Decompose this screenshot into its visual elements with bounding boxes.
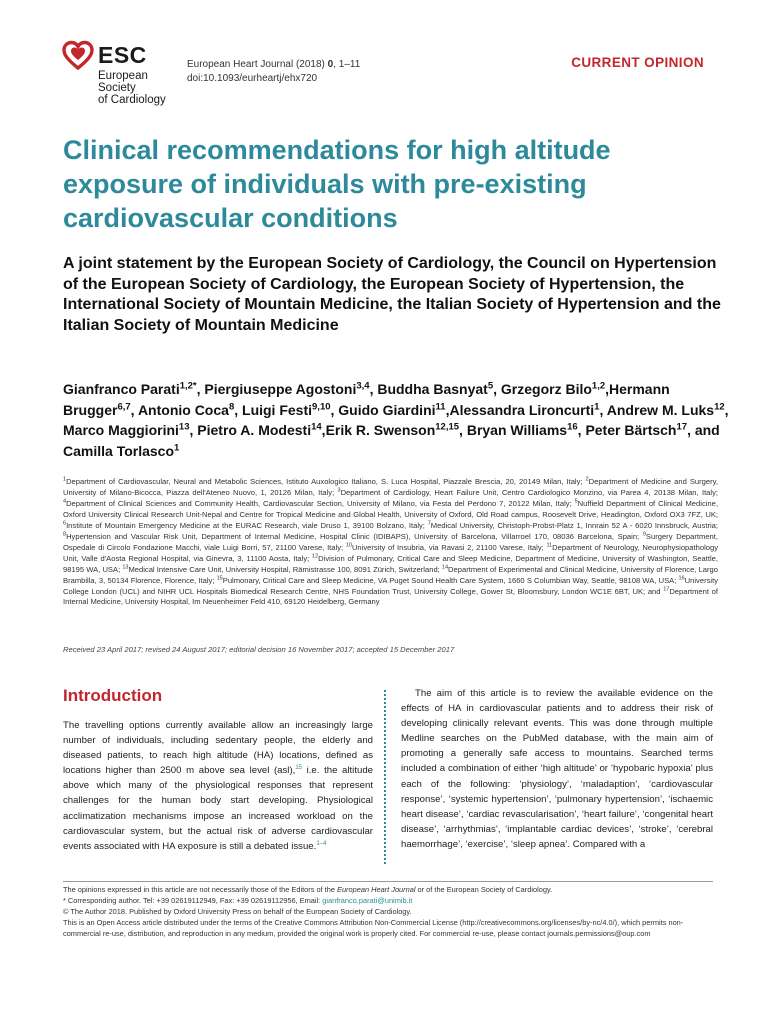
affiliation-number: 16 bbox=[678, 575, 685, 582]
intro-column-left: The travelling options currently available allow an increasingly large number of individuals, including sedentary people, the elderly and diseased patients, to reach high altitude (HA) locations, defined as locations higher than 2500 m above sea level (asl),$^{15}$ i.e. the altitude above which many of the physiological responses that represent challenges for the human body start developing. Physiological acclimatization mechanisms impose an increased workload on the cardiovascular system, but the actual risk of adverse cardiovascular events associated with HA exposure is still a debated issue.$^{1-4}$ bbox=[63, 720, 373, 852]
affiliation-number: 15 bbox=[216, 575, 223, 582]
article-title: Clinical recommendations for high altitude exposure of individuals with pre-existing cardiovascular conditions bbox=[63, 135, 611, 233]
affiliation-text: Medical University, Christoph-Probst-Platz 1, Innrain 52 A - 6020 Innsbruck, Austria; bbox=[430, 520, 718, 530]
affiliation-number: 3 bbox=[337, 487, 341, 494]
affiliation-text: Department of Experimental and Clinical Medicine, University of Florence, Largo Brambilla, 3, 50134 Florence, Florence, Italy; bbox=[63, 564, 718, 585]
author-name: Marco Maggiorini bbox=[63, 422, 179, 438]
affiliations bbox=[63, 477, 718, 608]
email-link[interactable]: gianfranco.parati@unimib.it bbox=[322, 896, 413, 905]
author-affiliation-ref: 5 bbox=[487, 380, 494, 392]
author-name: Grzegorz Bilo bbox=[500, 381, 592, 397]
affiliation-number: 5 bbox=[574, 498, 578, 505]
affiliation-text: University College London (UCL) and NIHR UCL Hospitals Biomedical Research Centre, NHS Foundation Trust, University College, Gower St, Bloomsbury, London WC1E 6BT, UK; and bbox=[63, 575, 718, 596]
affiliation-text: Department of Cardiology, Heart Failure Unit, Centro Cardiologico Monzino, via Parea 4, 20138 Milan, Italy; bbox=[340, 487, 718, 497]
affiliation-text: Surgery Department, Ospedale di Circolo Fondazione Macchi, viale Luigi Borri, 57, 21100 Varese, Italy; bbox=[63, 531, 718, 552]
affiliation-number: 8 bbox=[63, 531, 67, 538]
logo-society: European Society of Cardiology bbox=[98, 70, 166, 106]
author-name: Piergiuseppe Agostoni bbox=[204, 381, 357, 397]
author-affiliation-ref: 8 bbox=[228, 400, 235, 412]
author-affiliation-ref: 12,15 bbox=[435, 421, 460, 433]
author-affiliation-ref: 1 bbox=[174, 441, 180, 453]
author-name: Bryan Williams bbox=[466, 422, 568, 438]
affiliation-text: Department of Clinical Sciences and Community Health, Cardiovascular Section, University of Milano, via Festa del Perdono 7, 20122 Milan, Italy; bbox=[66, 498, 575, 508]
affiliation-number: 14 bbox=[441, 564, 449, 571]
affiliation-text: Department of Cardiovascular, Neural and Metabolic Sciences, Istituto Auxologico Italiano, S. Luca Hospital, Piazzale Brescia, 20, 20149 Milan, Italy; bbox=[66, 477, 586, 486]
reference-link[interactable]: 15 bbox=[295, 765, 302, 772]
author-name: Andrew M. Luks bbox=[606, 401, 715, 418]
author-name: Luigi Festi bbox=[242, 401, 313, 418]
copyright: © The Author 2018. Published by Oxford University Press on behalf of the European Society of Cardiology. bbox=[63, 907, 412, 916]
logo-name: ESC bbox=[98, 42, 147, 68]
author-affiliation-ref: 13 bbox=[178, 421, 190, 433]
author-name: Erik R. Swenson bbox=[325, 422, 436, 438]
affiliation-text: Department of Neurology, Neurophysiopathology Unit, Valle d'Aosta Regional Hospital, via Ginevra, 3, 11100 Aosta, Italy; bbox=[63, 542, 718, 563]
footnotes bbox=[63, 881, 713, 939]
author-name: Pietro A. Modesti bbox=[197, 422, 312, 438]
disclaimer: The opinions expressed in this article are not necessarily those of the Editors of the European Heart Journal or of the European Society of Cardiology. bbox=[63, 885, 553, 894]
author-affiliation-ref: 3,4 bbox=[356, 380, 370, 392]
license: This is an Open Access article distributed under the terms of the Creative Commons Attribution Non-Commercial License (http://creativecommons.org/licenses/by-nc/4.0/), which permits non-commercial re-use, distribution, and reproduction in any medium, provided the original work is properly cited. For commercial re-use, please contact journals.permissions@oup.com bbox=[63, 918, 684, 938]
affiliation-text: Nuffield Department of Clinical Medicine, Oxford University Clinical Research Unit-Nepal and Centre for Tropical Medicine and Global Health, University of Oxford, Old Road campus, Roosevelt Drive, Headington, Oxford OX3 7FZ, UK; bbox=[63, 498, 718, 519]
affiliation-number: 6 bbox=[63, 520, 67, 527]
doi[interactable]: doi:10.1093/eurheartj/ehx720 bbox=[187, 72, 318, 84]
affiliation-text: Division of Pulmonary, Critical Care and Sleep Medicine, Department of Medicine, University of Washington, Seattle, 98195 WA, USA; bbox=[63, 553, 718, 574]
affiliation-number: 1 bbox=[63, 476, 67, 483]
author-name: Peter Bärtsch bbox=[585, 422, 677, 438]
heart-logo-icon bbox=[62, 40, 94, 72]
author-name: Antonio Coca bbox=[137, 401, 229, 418]
affiliation-number: 7 bbox=[427, 520, 431, 527]
author-list: Gianfranco Parati$^{1,2*}$, Piergiuseppe Agostoni$^{3,4}$, Buddha Basnyat$^5$, Grzegorz Bilo$^{1,2}$,Hermann Brugger$^{6,7}$, Antonio Coca$^8$, Luigi Festi$^{9,10}$, Guido Giardini$^{11}$,Alessandra Lironcurti$^1$, Andrew M. Luks$^{12}$, Marco Maggiorini$^{13}$, Pietro A. Modesti$^{14}$,Erik R. Swenson$^{12,15}$, Bryan Williams$^{16}$, Peter Bärtsch$^{17}$, and Camilla Torlasco$^1$ bbox=[63, 380, 729, 459]
affiliation-text: University of Insubria, via Ravasi 2, 21100 Varese, Italy; bbox=[351, 542, 547, 552]
author-name: Hermann Brugger bbox=[63, 381, 670, 418]
affiliation-text: Medical Intensive Care Unit, University Hospital, Rämistrasse 100, 8091 Zürich, Switzerland; bbox=[128, 564, 442, 574]
reference-link[interactable]: 1–4 bbox=[316, 840, 327, 847]
affiliation-number: 4 bbox=[63, 498, 67, 505]
author-affiliation-ref: 9,10 bbox=[312, 400, 331, 412]
column-divider bbox=[384, 690, 386, 864]
corresponding-author: * Corresponding author. Tel: +39 02619112949, Fax: +39 02619112956, Email: gianfranco.parati@unimib.it bbox=[63, 896, 413, 905]
affiliation-text: Department of Internal Medicine, University Hospital, Im Neuenheimer Feld 410, 69120 Heidelberg, Germany bbox=[63, 586, 718, 607]
affiliation-number: 10 bbox=[345, 542, 352, 549]
affiliation-text: Pulmonary, Critical Care and Sleep Medicine, VA Puget Sound Health Care System, 1660 S Columbian Way, Seattle, 98108 WA, USA; bbox=[222, 575, 679, 585]
affiliation-number: 11 bbox=[546, 542, 553, 549]
received-dates: Received 23 April 2017; revised 24 August 2017; editorial decision 16 November 2017; accepted 15 December 2017 bbox=[63, 645, 455, 654]
affiliation-text: Department of Medicine and Surgery, University of Milano-Bicocca, Piazza dell'Ateneo Nuovo, 1, 20126 Milan, Italy; bbox=[63, 477, 718, 497]
author-name: Camilla Torlasco bbox=[63, 442, 175, 459]
journal-citation: European Heart Journal (2018) 0, 1–11 doi:10.1093/eurheartj/ehx720 bbox=[187, 59, 361, 84]
author-name: Guido Giardini bbox=[338, 401, 436, 418]
author-affiliation-ref: 12 bbox=[714, 400, 725, 412]
author-affiliation-ref: 17 bbox=[676, 421, 688, 433]
intro-column-right: The aim of this article is to review the available evidence on the effects of HA in cardiovascular patients and to address their risk of developing clinically relevant events. This was done through multiple Medline searches on the PubMed database, with the main aim of promoting a generally safe access to mountains. Searched terms included a combination of either ‘high altitude’ or ‘hypobaric hypoxia’ plus each of the following: ‘physiology’, ‘maladaption’, ‘cardiovascular response’, ‘systemic hypertension’, ‘pulmonary hypertension’, ‘ischaemic heart disease’, ‘cardiac revascularisation’, ‘heart failure’, ‘congenital heart disease’, ‘arrhythmias’, ‘implantable cardiac devices’, ‘stroke’, ‘cerebral haemorrhage’, ‘exercise’, ‘sleep apnea’. Compared with a bbox=[401, 688, 713, 850]
author-affiliation-ref: 11 bbox=[435, 400, 446, 412]
author-name: Gianfranco Parati bbox=[63, 381, 180, 397]
affiliation-number: 12 bbox=[312, 553, 319, 560]
author-name: Buddha Basnyat bbox=[377, 381, 488, 397]
affiliation-number: 2 bbox=[585, 476, 589, 483]
affiliation-text: Hypertension and Vascular Risk Unit, Department of Internal Medicine, Hospital Clinic (IDIBAPS), University of Barcelona, Villarroel 170, 08036 Barcelona, Spain; bbox=[66, 531, 643, 541]
affiliation-number: 17 bbox=[663, 586, 670, 592]
author-name: Alessandra Lironcurti bbox=[449, 401, 595, 418]
author-affiliation-ref: 1,2 bbox=[591, 380, 606, 392]
author-affiliation-ref: 1 bbox=[594, 400, 600, 412]
affiliation-text: Institute of Mountain Emergency Medicine at the EURAC Research, viale Druso 1, 39100 Bolzano, Italy; bbox=[66, 520, 428, 530]
author-affiliation-ref: 14 bbox=[311, 421, 322, 433]
affiliation-number: 13 bbox=[122, 564, 129, 571]
article-subtitle: A joint statement by the European Society of Cardiology, the Council on Hypertension of the European Society of Cardiology, the European Society of Hypertension, the International Society of Mountain Medicine, the Italian Society of Hypertension and the Italian Society of Mountain Medicine bbox=[63, 255, 721, 334]
section-heading: Introduction bbox=[63, 686, 163, 705]
esc-logo bbox=[62, 40, 172, 106]
section-label: CURRENT OPINION bbox=[571, 55, 704, 70]
author-affiliation-ref: 1,2* bbox=[179, 380, 197, 392]
author-affiliation-ref: 6,7 bbox=[117, 400, 131, 412]
author-affiliation-ref: 16 bbox=[567, 421, 578, 433]
affiliation-number: 9 bbox=[642, 531, 646, 538]
